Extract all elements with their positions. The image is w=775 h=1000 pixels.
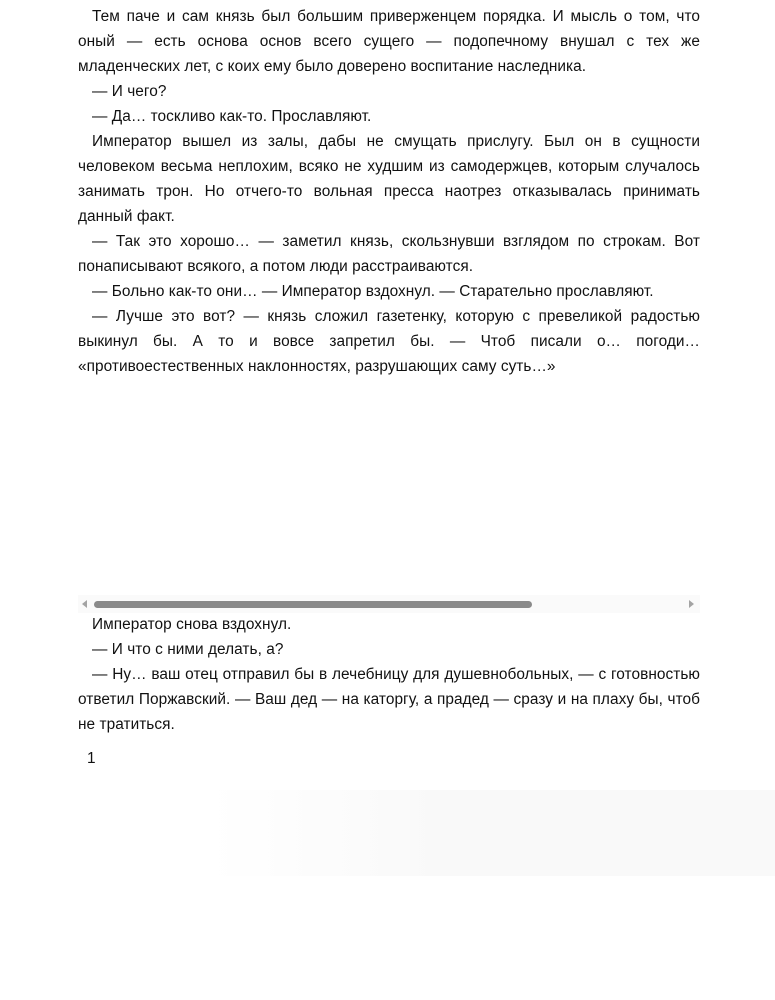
page-number: 1 [87, 750, 96, 767]
scrollbar-thumb[interactable] [94, 601, 532, 608]
paragraph: Тем паче и сам князь был большим приверженцем порядка. И мысль о том, что оный — есть основа основ всего сущего — подопечному внушал с тех же младенческих лет, с коих ему было доверено воспитание наследника. [78, 8, 700, 75]
paragraph: Император снова вздохнул. [92, 616, 292, 633]
reader-text-lower [78, 612, 700, 737]
chevron-left-icon[interactable] [82, 600, 87, 608]
paragraph: — Ну… ваш отец отправил бы в лечебницу для душевнобольных, — с готовностью ответил Поржавский. — Ваш дед — на каторгу, а прадед — сразу и на плаху бы, чтоб не тратиться. [78, 666, 700, 733]
paragraph: — Лучше это вот? — князь сложил газетенку, которую с превеликой радостью выкинул бы. А то и вовсе запретил бы. — Чтоб писали о… погоди… «противоестественных наклонностях, разрушающих саму суть…» [78, 308, 700, 375]
chevron-right-icon[interactable] [689, 600, 694, 608]
paragraph: — Больно как-то они… — Император вздохнул. — Старательно прославляют. [92, 283, 654, 300]
paragraph: Император вышел из залы, дабы не смущать прислугу. Был он в сущности человеком весьма неплохим, всяко не худшим из самодержцев, которым случалось занимать трон. Но отчего-то вольная пресса наотрез отказывалась принимать данный факт. [78, 133, 700, 225]
paragraph: — Да… тоскливо как-то. Прославляют. [92, 108, 372, 125]
reader-text-upper [78, 4, 700, 379]
paragraph: — И чего? [92, 83, 167, 100]
background-panel [210, 790, 775, 876]
paragraph: — И что с ними делать, а? [92, 641, 284, 658]
horizontal-scrollbar[interactable] [78, 595, 700, 613]
paragraph: — Так это хорошо… — заметил князь, скользнувши взглядом по строкам. Вот понаписывают всякого, а потом люди расстраиваются. [78, 233, 700, 275]
